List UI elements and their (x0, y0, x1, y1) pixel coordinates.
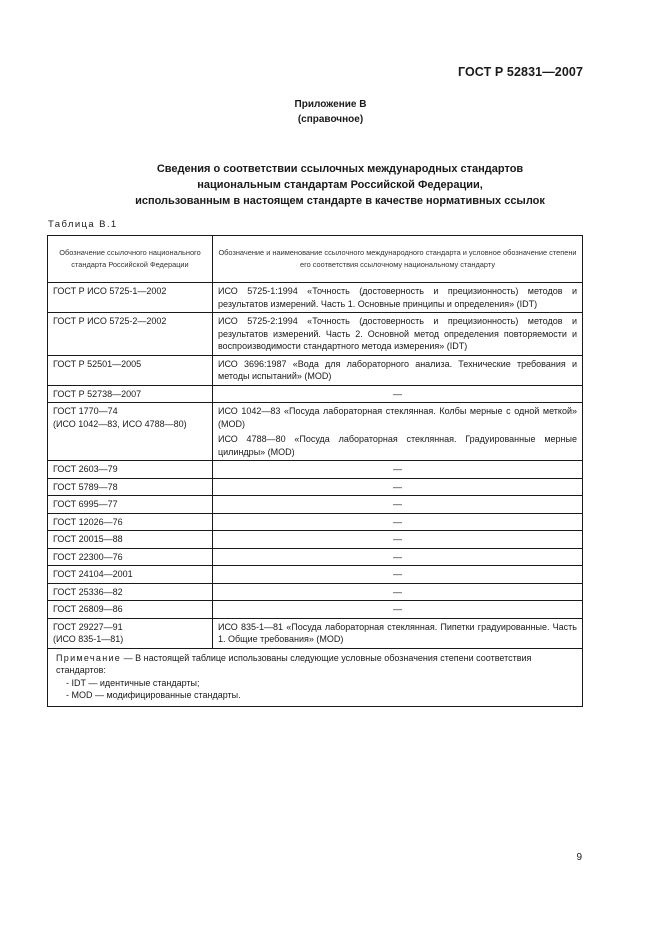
international-standard-cell (213, 601, 583, 619)
national-standard-cell: ГОСТ 20015—88 (48, 531, 213, 549)
standard-entry: — (393, 586, 402, 597)
standard-entry: — (393, 569, 402, 579)
standard-entry: ИСО 4788—80 «Посуда лабораторная стеклянная. Градуированные мерные цилиндры» (MOD) (218, 434, 577, 457)
note-text-line (56, 652, 574, 677)
national-standard-cell: ГОСТ 6995—77 (48, 496, 213, 514)
column-header-national-standard: Обозначение ссылочного национального стандарта Российской Федерации (48, 236, 213, 283)
international-standard-cell (213, 531, 583, 549)
note-lead: Примечание (56, 652, 122, 663)
table-body (48, 283, 583, 649)
standard-entry: ИСО 5725-1:1994 «Точность (достоверность и прецизионность) методов и результатов измерений. Часть 1. Основные принципы и определения» (IDT) (218, 286, 577, 309)
table-caption: Таблица В.1 (48, 219, 118, 230)
appendix-title-line: использованным в настоящем стандарте в качестве нормативных ссылок (135, 195, 545, 207)
international-standard-cell (213, 548, 583, 566)
national-standard-cell: ГОСТ 29227—91 (ИСО 835-1—81) (48, 618, 213, 648)
international-standard-cell (213, 355, 583, 385)
standard-entry: — (393, 481, 402, 492)
international-standard-cell (213, 283, 583, 313)
national-standard-cell: ГОСТ 5789—78 (48, 478, 213, 496)
table-row (48, 403, 583, 461)
table-row (48, 478, 583, 496)
international-standard-cell (213, 478, 583, 496)
national-standard-cell: ГОСТ Р ИСО 5725-1—2002 (48, 283, 213, 313)
table-row (48, 531, 583, 549)
standard-entry: ИСО 5725-2:1994 «Точность (достоверность и прецизионность) методов и результатов измерений. Часть 2. Основной метод определения повторяемости и воспроизводимости стандартного метода измерения» (IDT) (218, 316, 577, 351)
national-standard-cell: ГОСТ 22300—76 (48, 548, 213, 566)
international-standard-cell (213, 461, 583, 479)
table-row (48, 618, 583, 648)
standard-entry: — (393, 388, 402, 399)
national-standard-cell: ГОСТ 25336—82 (48, 583, 213, 601)
national-standard-cell: ГОСТ 24104—2001 (48, 566, 213, 584)
table-row (48, 583, 583, 601)
table-row (48, 355, 583, 385)
standard-entry: — (393, 534, 402, 544)
table-row (48, 385, 583, 403)
table-header-row (48, 236, 583, 283)
national-standard-cell: ГОСТ 1770—74 (ИСО 1042—83, ИСО 4788—80) (48, 403, 213, 461)
table-note (48, 648, 583, 706)
international-standard-cell (213, 618, 583, 648)
table-row (48, 283, 583, 313)
document-code-header: ГОСТ Р 52831—2007 (457, 65, 583, 79)
note-text: — В настоящей таблице использованы следующие условные обозначения степени соответствия стандартов: (56, 652, 532, 675)
national-standard-cell: ГОСТ 12026—76 (48, 513, 213, 531)
table-row (48, 461, 583, 479)
standard-entry: — (393, 499, 402, 509)
table-row (48, 313, 583, 356)
appendix-title-line: Сведения о соответствии ссылочных международных стандартов (156, 163, 524, 175)
column-header-international-standard: Обозначение и наименование ссылочного международного стандарта и условное обозначение степени его соответствия ссылочному национальному стандарту (213, 236, 583, 283)
standard-entry: ИСО 1042—83 «Посуда лабораторная стеклянная. Колбы мерные с одной меткой» (MOD) (218, 406, 577, 429)
appendix-heading (0, 97, 661, 127)
standard-entry: — (393, 604, 402, 614)
appendix-label: Приложение В (294, 99, 367, 110)
table-row (48, 513, 583, 531)
national-standard-cell: ГОСТ Р ИСО 5725-2—2002 (48, 313, 213, 356)
correspondence-table (47, 235, 583, 707)
national-standard-cell: ГОСТ 26809—86 (48, 601, 213, 619)
national-standard-cell: ГОСТ Р 52738—2007 (48, 385, 213, 403)
table-note-row (48, 648, 583, 706)
table-row (48, 496, 583, 514)
international-standard-cell (213, 313, 583, 356)
appendix-title (60, 161, 620, 209)
table-row (48, 601, 583, 619)
appendix-title-line: национальным стандартам Российской Федерации, (197, 179, 483, 191)
table-row (48, 548, 583, 566)
note-item: - MOD — модифицированные стандарты. (66, 690, 241, 700)
table-row (48, 566, 583, 584)
international-standard-cell (213, 496, 583, 514)
international-standard-cell (213, 513, 583, 531)
standard-entry: ИСО 835-1—81 «Посуда лабораторная стеклянная. Пипетки градуированные. Часть 1. Общие требования» (MOD) (218, 621, 577, 644)
national-standard-cell: ГОСТ Р 52501—2005 (48, 355, 213, 385)
page-number: 9 (576, 852, 582, 863)
international-standard-cell (213, 385, 583, 403)
note-item: - IDT — идентичные стандарты; (66, 677, 200, 688)
standard-entry: — (393, 551, 402, 562)
standard-entry: — (393, 464, 402, 474)
national-standard-cell: ГОСТ 2603—79 (48, 461, 213, 479)
international-standard-cell (213, 566, 583, 584)
international-standard-cell (213, 583, 583, 601)
standard-entry: ИСО 3696:1987 «Вода для лабораторного анализа. Технические требования и методы испытаний» (MOD) (218, 358, 577, 381)
standard-entry: — (393, 516, 402, 527)
international-standard-cell (213, 403, 583, 461)
appendix-kind: (справочное) (297, 114, 364, 125)
